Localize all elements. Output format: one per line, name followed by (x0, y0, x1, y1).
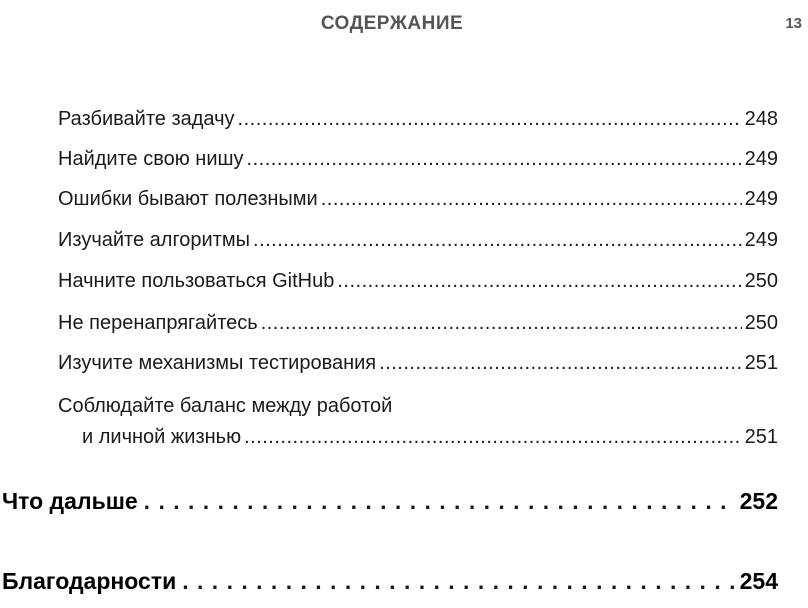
toc-entry-title-line1: Соблюдайте баланс между работой (58, 395, 393, 417)
toc-entry-page: 250 (744, 270, 778, 292)
toc-entry-title: Разбивайте задачу (58, 108, 235, 130)
dot-leader (244, 424, 742, 450)
toc-entry[interactable] (58, 186, 778, 212)
toc-entry-title: Не перенапрягайтесь (58, 312, 258, 334)
toc-entry[interactable] (58, 106, 778, 132)
toc-entry-page: 248 (744, 108, 778, 130)
dot-leader (238, 106, 742, 132)
toc-entry[interactable] (58, 350, 778, 376)
dot-leader (247, 146, 742, 172)
toc-entry[interactable] (58, 146, 778, 172)
running-title: СОДЕРЖАНИЕ (320, 13, 464, 34)
toc-entry-title: Начните пользоваться GitHub (58, 270, 335, 292)
toc-entry-page: 249 (744, 229, 778, 251)
dot-leader (337, 268, 741, 294)
toc-entry-title-line2: и личной жизнью (82, 426, 242, 448)
toc-entry-title: Найдите свою нишу (58, 148, 244, 170)
toc-chapter[interactable] (2, 486, 778, 516)
toc-entry-page: 250 (744, 312, 778, 334)
dot-leader (182, 566, 733, 596)
dot-leader (253, 227, 742, 253)
toc-entry-title: Изучите механизмы тестирования (58, 352, 377, 374)
toc-chapter-title: Благодарности (2, 568, 177, 594)
page-number: 13 (785, 15, 802, 32)
dot-leader (379, 350, 741, 376)
toc-entry[interactable] (58, 268, 778, 294)
dot-leader (321, 186, 742, 212)
dot-leader (261, 310, 742, 336)
toc-entry[interactable] (58, 310, 778, 336)
toc-chapter-page: 254 (739, 568, 778, 594)
toc-entry-page: 249 (744, 148, 778, 170)
toc-chapter-page: 252 (739, 488, 778, 514)
toc-entry-page: 251 (744, 426, 778, 448)
toc-entry-page: 251 (744, 352, 778, 374)
toc-entry[interactable] (58, 227, 778, 253)
toc-chapter[interactable] (2, 566, 778, 596)
toc-entry (82, 424, 778, 450)
dot-leader (144, 486, 734, 516)
toc-entry-page: 249 (744, 188, 778, 210)
toc-entry-title: Изучайте алгоритмы (58, 229, 251, 251)
toc-chapter-title: Что дальше (2, 488, 138, 514)
toc-entry-title: Ошибки бывают полезными (58, 188, 318, 210)
